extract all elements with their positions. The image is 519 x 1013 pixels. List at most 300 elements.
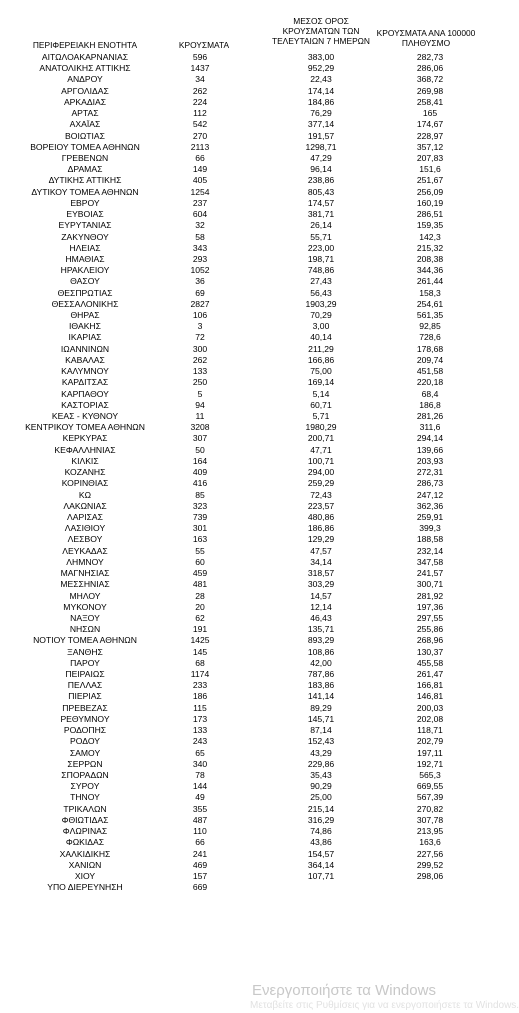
cell-per-100k: 227,56 bbox=[416, 848, 444, 859]
cell-cases: 243 bbox=[192, 736, 208, 747]
cell-7day-average: 46,43 bbox=[310, 612, 332, 623]
table-row bbox=[0, 97, 489, 108]
cell-7day-average: 215,14 bbox=[307, 803, 335, 814]
cell-cases: 409 bbox=[192, 467, 208, 478]
cell-cases: 69 bbox=[195, 287, 205, 298]
cell-7day-average: 893,29 bbox=[307, 635, 335, 646]
cell-cases: 355 bbox=[192, 803, 208, 814]
cell-cases: 233 bbox=[192, 680, 208, 691]
cell-7day-average: 129,29 bbox=[307, 534, 335, 545]
cell-7day-average: 47,71 bbox=[310, 444, 332, 455]
cell-per-100k: 269,98 bbox=[416, 85, 444, 96]
cell-7day-average: 5,71 bbox=[312, 411, 330, 421]
cell-per-100k: 200,03 bbox=[416, 702, 444, 713]
cell-cases: 1254 bbox=[190, 186, 210, 197]
cell-cases: 1052 bbox=[190, 265, 210, 276]
table-row bbox=[0, 445, 489, 456]
cell-cases: 58 bbox=[195, 231, 205, 242]
cell-per-100k: 669,55 bbox=[416, 781, 444, 792]
cell-7day-average: 198,71 bbox=[307, 253, 335, 264]
cell-per-100k: 247,12 bbox=[416, 489, 444, 500]
cell-7day-average: 3,00 bbox=[312, 321, 330, 332]
cell-7day-average: 259,29 bbox=[307, 478, 335, 489]
cell-per-100k: 160,19 bbox=[416, 197, 444, 208]
table-row bbox=[0, 792, 489, 803]
cell-region: ΝΗΣΩΝ bbox=[69, 624, 101, 635]
cell-7day-average: 26,14 bbox=[310, 220, 332, 231]
cell-cases: 112 bbox=[193, 108, 207, 119]
cell-region: ΚΩ bbox=[78, 489, 92, 500]
cell-7day-average: 805,43 bbox=[307, 186, 335, 197]
cell-per-100k: 92,85 bbox=[419, 321, 441, 332]
table-row bbox=[0, 265, 489, 276]
cell-7day-average: 35,43 bbox=[310, 770, 332, 780]
cell-cases: 1174 bbox=[190, 669, 210, 680]
cell-7day-average: 96,14 bbox=[310, 164, 332, 175]
cell-per-100k: 268,96 bbox=[416, 635, 444, 646]
cell-7day-average: 952,29 bbox=[307, 63, 335, 74]
cell-per-100k: 197,11 bbox=[417, 747, 443, 758]
table-row bbox=[0, 882, 489, 893]
cell-region: ΛΑΣΙΘΙΟΥ bbox=[64, 523, 106, 534]
cell-region: ΑΝΑΤΟΛΙΚΗΣ ΑΤΤΙΚΗΣ bbox=[39, 63, 131, 74]
cell-cases: 270 bbox=[192, 130, 208, 141]
cell-per-100k: 451,58 bbox=[416, 366, 444, 377]
cell-region: ΝΑΞΟΥ bbox=[70, 612, 100, 623]
cell-per-100k: 272,31 bbox=[416, 467, 444, 478]
cell-7day-average: 22,43 bbox=[310, 74, 332, 85]
table-row bbox=[0, 422, 489, 433]
cell-cases: 60 bbox=[195, 556, 205, 567]
cell-region: ΧΙΟΥ bbox=[74, 870, 96, 881]
cell-region: ΥΠΟ ΔΙΕΡΕΥΝΗΣΗ bbox=[47, 882, 123, 893]
cell-per-100k: 232,14 bbox=[416, 545, 444, 556]
cell-7day-average: 43,29 bbox=[310, 747, 332, 758]
table-row bbox=[0, 557, 489, 568]
cell-7day-average: 152,43 bbox=[307, 736, 335, 747]
cell-per-100k: 282,73 bbox=[416, 52, 444, 62]
cell-cases: 542 bbox=[192, 119, 208, 130]
cell-cases: 186 bbox=[192, 691, 208, 702]
cell-cases: 62 bbox=[195, 612, 205, 623]
cell-per-100k: 286,06 bbox=[416, 63, 444, 74]
cell-region: ΑΡΤΑΣ bbox=[71, 108, 99, 119]
cell-region: ΧΑΛΚΙΔΙΚΗΣ bbox=[59, 848, 111, 859]
cell-per-100k: 203,93 bbox=[416, 455, 444, 466]
cell-7day-average: 316,29 bbox=[307, 814, 335, 825]
cell-cases: 149 bbox=[192, 164, 208, 175]
cell-7day-average: 76,29 bbox=[310, 108, 332, 119]
cell-region: ΙΚΑΡΙΑΣ bbox=[68, 332, 102, 343]
table-row bbox=[0, 198, 489, 209]
table-row bbox=[0, 490, 489, 501]
cell-cases: 34 bbox=[195, 74, 205, 85]
cell-7day-average: 107,71 bbox=[307, 870, 335, 881]
cell-region: ΜΗΛΟΥ bbox=[69, 590, 101, 601]
cell-cases: 459 bbox=[192, 568, 208, 579]
cell-region: ΦΛΩΡΙΝΑΣ bbox=[62, 826, 108, 837]
cell-per-100k: 188,58 bbox=[416, 534, 444, 545]
cell-7day-average: 169,14 bbox=[307, 377, 335, 388]
cell-per-100k: 362,36 bbox=[416, 500, 444, 511]
cell-region: ΡΟΔΟΥ bbox=[70, 736, 100, 747]
cell-region: ΞΑΝΘΗΣ bbox=[67, 646, 103, 657]
cell-per-100k: 261,47 bbox=[416, 669, 444, 680]
cell-region: ΦΘΙΩΤΙΔΑΣ bbox=[61, 814, 109, 825]
cell-per-100k: 565,3 bbox=[419, 770, 441, 780]
table-row bbox=[0, 871, 489, 882]
table-row bbox=[0, 501, 489, 512]
cell-cases: 5 bbox=[197, 388, 203, 399]
cell-region: ΛΕΣΒΟΥ bbox=[67, 534, 103, 545]
table-row bbox=[0, 355, 489, 366]
cell-region: ΑΙΤΩΛΟΑΚΑΡΝΑΝΙΑΣ bbox=[41, 52, 129, 62]
cell-7day-average: 74,86 bbox=[310, 826, 332, 837]
cell-region: ΣΕΡΡΩΝ bbox=[67, 758, 103, 769]
cell-region: ΑΡΓΟΛΙΔΑΣ bbox=[61, 85, 109, 96]
table-row bbox=[0, 411, 489, 422]
cell-per-100k: 286,73 bbox=[416, 478, 444, 489]
table-row bbox=[0, 579, 489, 590]
cell-7day-average: 1903,29 bbox=[305, 298, 337, 309]
cell-cases: 68 bbox=[195, 657, 205, 668]
cell-cases: 66 bbox=[195, 837, 205, 848]
cell-region: ΔΥΤΙΚΟΥ ΤΟΜΕΑ ΑΘΗΝΩΝ bbox=[31, 186, 139, 197]
cell-7day-average: 186,86 bbox=[307, 523, 335, 534]
table-row bbox=[0, 310, 489, 321]
cell-7day-average: 381,71 bbox=[307, 209, 335, 220]
cell-per-100k: 281,26 bbox=[416, 411, 444, 421]
cell-cases: 323 bbox=[192, 500, 208, 511]
cell-7day-average: 183,86 bbox=[307, 680, 335, 691]
table-row bbox=[0, 86, 489, 97]
cell-per-100k: 241,57 bbox=[416, 568, 444, 579]
cell-7day-average: 40,14 bbox=[310, 332, 332, 343]
cell-cases: 28 bbox=[195, 590, 205, 601]
cell-region: ΝΟΤΙΟΥ ΤΟΜΕΑ ΑΘΗΝΩΝ bbox=[33, 635, 137, 646]
table-row bbox=[0, 366, 489, 377]
cell-7day-average: 56,43 bbox=[310, 287, 332, 298]
cell-region: ΗΜΑΘΙΑΣ bbox=[65, 253, 105, 264]
cell-region: ΚΙΛΚΙΣ bbox=[71, 455, 99, 466]
cell-region: ΙΩΑΝΝΙΝΩΝ bbox=[60, 343, 110, 354]
cell-region: ΚΑΣΤΟΡΙΑΣ bbox=[61, 399, 109, 410]
table-row bbox=[0, 433, 489, 444]
cell-cases: 224 bbox=[192, 96, 208, 107]
table-row bbox=[0, 344, 489, 355]
cell-per-100k: 207,83 bbox=[416, 152, 444, 163]
table-row bbox=[0, 714, 489, 725]
cell-region: ΗΛΕΙΑΣ bbox=[69, 242, 101, 253]
cell-cases: 481 bbox=[192, 579, 208, 590]
table-row bbox=[0, 759, 489, 770]
cell-cases: 144 bbox=[192, 781, 208, 792]
table-row bbox=[0, 523, 489, 534]
cell-cases: 11 bbox=[195, 411, 205, 421]
table-row bbox=[0, 389, 489, 400]
cell-cases: 262 bbox=[192, 85, 208, 96]
table-row bbox=[0, 232, 489, 243]
table-row bbox=[0, 276, 489, 287]
table-row bbox=[0, 770, 489, 781]
cell-7day-average: 89,29 bbox=[310, 702, 332, 713]
cell-per-100k: 146,81 bbox=[416, 691, 444, 702]
cell-cases: 1437 bbox=[190, 63, 210, 74]
cell-cases: 163 bbox=[192, 534, 208, 545]
table-row bbox=[0, 321, 489, 332]
cell-cases: 110 bbox=[193, 826, 207, 837]
cell-cases: 133 bbox=[192, 725, 208, 736]
cell-cases: 739 bbox=[192, 511, 208, 522]
cell-per-100k: 256,09 bbox=[416, 186, 444, 197]
cell-7day-average: 383,00 bbox=[307, 52, 335, 62]
cell-7day-average: 184,86 bbox=[307, 96, 335, 107]
cell-region: ΚΕΡΚΥΡΑΣ bbox=[62, 433, 108, 444]
windows-activation-watermark: Ενεργοποιήστε τα Windows bbox=[252, 982, 436, 999]
cell-7day-average: 377,14 bbox=[307, 119, 335, 130]
table-row bbox=[0, 815, 489, 826]
cell-7day-average: 211,29 bbox=[308, 343, 334, 354]
cell-7day-average: 34,14 bbox=[310, 556, 332, 567]
cell-7day-average: 108,86 bbox=[307, 646, 335, 657]
table-row bbox=[0, 635, 489, 646]
table-row bbox=[0, 568, 489, 579]
cell-region: ΗΡΑΚΛΕΙΟΥ bbox=[60, 265, 110, 276]
cell-per-100k: 158,3 bbox=[419, 287, 441, 298]
cell-region: ΑΧΑΪΑΣ bbox=[69, 119, 101, 130]
cell-region: ΡΟΔΟΠΗΣ bbox=[63, 725, 107, 736]
cell-per-100k: 261,44 bbox=[416, 276, 444, 287]
cell-cases: 94 bbox=[195, 399, 205, 410]
windows-activation-subtext: Μεταβείτε στις Ρυθμίσεις για να ενεργοποιήσετε τα Windows. bbox=[250, 1000, 519, 1011]
table-row bbox=[0, 860, 489, 871]
cell-per-100k: 255,86 bbox=[416, 624, 444, 635]
cell-7day-average: 42,00 bbox=[310, 657, 332, 668]
cell-cases: 241 bbox=[192, 848, 208, 859]
cell-7day-average: 12,14 bbox=[310, 601, 332, 612]
table-row bbox=[0, 804, 489, 815]
table-row bbox=[0, 591, 489, 602]
cell-cases: 164 bbox=[192, 455, 208, 466]
cell-region: ΜΥΚΟΝΟΥ bbox=[63, 601, 107, 612]
cell-region: ΚΟΖΑΝΗΣ bbox=[64, 467, 106, 478]
cell-cases: 237 bbox=[192, 197, 208, 208]
cell-region: ΑΡΚΑΔΙΑΣ bbox=[63, 96, 107, 107]
table-row bbox=[0, 849, 489, 860]
table-row bbox=[0, 546, 489, 557]
table-row bbox=[0, 254, 489, 265]
cell-region: ΕΒΡΟΥ bbox=[70, 197, 100, 208]
cell-cases: 469 bbox=[192, 859, 208, 870]
cell-7day-average: 174,57 bbox=[307, 197, 335, 208]
cell-per-100k: 259,91 bbox=[416, 511, 444, 522]
table-row bbox=[0, 658, 489, 669]
cell-cases: 604 bbox=[192, 209, 208, 220]
cell-region: ΠΙΕΡΙΑΣ bbox=[68, 691, 102, 702]
cell-cases: 301 bbox=[192, 523, 208, 534]
cell-cases: 65 bbox=[195, 747, 205, 758]
cell-cases: 343 bbox=[192, 242, 208, 253]
cell-per-100k: 192,71 bbox=[416, 758, 444, 769]
table-row bbox=[0, 119, 489, 130]
cell-region: ΛΑΡΙΣΑΣ bbox=[67, 511, 103, 522]
cell-per-100k: 251,67 bbox=[416, 175, 444, 186]
table-row bbox=[0, 534, 489, 545]
cell-per-100k: 159,35 bbox=[416, 220, 444, 231]
table-row bbox=[0, 332, 489, 343]
cell-per-100k: 186,8 bbox=[419, 399, 441, 410]
cell-region: ΜΑΓΝΗΣΙΑΣ bbox=[60, 568, 110, 579]
cell-per-100k: 368,72 bbox=[416, 74, 444, 85]
table-row bbox=[0, 108, 489, 119]
cell-7day-average: 47,29 bbox=[310, 152, 332, 163]
table-row bbox=[0, 512, 489, 523]
cell-region: ΘΑΣΟΥ bbox=[70, 276, 100, 287]
cell-cases: 669 bbox=[192, 882, 208, 893]
table-row bbox=[0, 142, 489, 153]
cell-7day-average: 75,00 bbox=[310, 366, 332, 377]
cell-7day-average: 294,00 bbox=[307, 467, 335, 478]
cell-per-100k: 165 bbox=[422, 108, 438, 119]
table-row bbox=[0, 725, 489, 736]
cell-region: ΘΕΣΣΑΛΟΝΙΚΗΣ bbox=[51, 298, 119, 309]
cell-cases: 307 bbox=[192, 433, 208, 444]
cell-cases: 133 bbox=[192, 366, 208, 377]
cell-per-100k: 347,58 bbox=[416, 556, 444, 567]
cell-per-100k: 202,79 bbox=[416, 736, 444, 747]
cell-per-100k: 215,32 bbox=[416, 242, 444, 253]
cell-region: ΠΡΕΒΕΖΑΣ bbox=[62, 702, 108, 713]
cell-per-100k: 297,55 bbox=[416, 612, 444, 623]
cell-7day-average: 27,43 bbox=[310, 276, 332, 287]
cell-region: ΚΕΝΤΡΙΚΟΥ ΤΟΜΕΑ ΑΘΗΝΩΝ bbox=[25, 422, 145, 433]
cell-cases: 78 bbox=[195, 770, 205, 780]
cell-7day-average: 5,14 bbox=[312, 388, 330, 399]
table-row bbox=[0, 187, 489, 198]
cell-region: ΒΟΙΩΤΙΑΣ bbox=[65, 130, 105, 141]
cell-per-100k: 68,4 bbox=[421, 388, 439, 399]
cell-7day-average: 480,86 bbox=[307, 511, 335, 522]
table-row bbox=[0, 669, 489, 680]
table-row bbox=[0, 467, 489, 478]
table-row bbox=[0, 613, 489, 624]
table-row bbox=[0, 680, 489, 691]
cell-7day-average: 87,14 bbox=[310, 725, 332, 736]
cell-region: ΒΟΡΕΙΟΥ ΤΟΜΕΑ ΑΘΗΝΩΝ bbox=[30, 141, 140, 152]
cell-per-100k: 209,74 bbox=[416, 354, 444, 365]
header-region: ΠΕΡΙΦΕΡΕΙΑΚΗ ΕΝΟΤΗΤΑ bbox=[32, 40, 138, 50]
cell-per-100k: 202,08 bbox=[416, 713, 444, 724]
cell-7day-average: 100,71 bbox=[307, 455, 335, 466]
table-row bbox=[0, 299, 489, 310]
cell-per-100k: 270,82 bbox=[416, 803, 444, 814]
cell-region: ΙΘΑΚΗΣ bbox=[69, 321, 101, 332]
cell-cases: 32 bbox=[195, 220, 205, 231]
cell-region: ΧΑΝΙΩΝ bbox=[68, 859, 102, 870]
cell-region: ΕΥΡΥΤΑΝΙΑΣ bbox=[58, 220, 112, 231]
cell-7day-average: 43,86 bbox=[310, 837, 332, 848]
cell-region: ΚΑΒΑΛΑΣ bbox=[65, 354, 105, 365]
cell-cases: 3 bbox=[197, 321, 203, 332]
cell-cases: 50 bbox=[195, 444, 205, 455]
cell-7day-average: 14,57 bbox=[310, 590, 332, 601]
cell-region: ΣΠΟΡΑΔΩΝ bbox=[61, 770, 109, 780]
cell-region: ΣΑΜΟΥ bbox=[69, 747, 101, 758]
cell-region: ΠΕΙΡΑΙΩΣ bbox=[65, 669, 105, 680]
cell-region: ΤΗΝΟΥ bbox=[70, 792, 100, 803]
cell-7day-average: 141,14 bbox=[307, 691, 335, 702]
cell-cases: 106 bbox=[192, 310, 208, 321]
cell-per-100k: 258,41 bbox=[416, 96, 444, 107]
cell-per-100k: 178,68 bbox=[416, 343, 444, 354]
cell-per-100k: 344,36 bbox=[416, 265, 444, 276]
cell-cases: 3208 bbox=[190, 422, 210, 433]
header-cases: ΚΡΟΥΣΜΑΤΑ bbox=[178, 40, 230, 50]
cell-cases: 2113 bbox=[190, 141, 210, 152]
cell-7day-average: 55,71 bbox=[310, 231, 332, 242]
cell-7day-average: 229,86 bbox=[307, 758, 335, 769]
cell-7day-average: 135,71 bbox=[307, 624, 335, 635]
table-row bbox=[0, 153, 489, 164]
cell-per-100k: 286,51 bbox=[416, 209, 444, 220]
cell-region: ΠΑΡΟΥ bbox=[70, 657, 100, 668]
cell-7day-average: 90,29 bbox=[310, 781, 332, 792]
table-row bbox=[0, 243, 489, 254]
cell-cases: 416 bbox=[192, 478, 208, 489]
cell-cases: 262 bbox=[192, 354, 208, 365]
cell-cases: 596 bbox=[192, 52, 208, 62]
cell-region: ΡΕΘΥΜΝΟΥ bbox=[60, 713, 110, 724]
cell-per-100k: 151,6 bbox=[419, 164, 441, 175]
table-row bbox=[0, 703, 489, 714]
cell-region: ΔΡΑΜΑΣ bbox=[67, 164, 103, 175]
table-row bbox=[0, 781, 489, 792]
cell-region: ΚΑΡΠΑΘΟΥ bbox=[61, 388, 109, 399]
table-row bbox=[0, 377, 489, 388]
table-row bbox=[0, 209, 489, 220]
cell-7day-average: 200,71 bbox=[307, 433, 335, 444]
cell-per-100k: 567,39 bbox=[416, 792, 444, 803]
cell-region: ΘΗΡΑΣ bbox=[70, 310, 100, 321]
cell-cases: 293 bbox=[192, 253, 208, 264]
cell-region: ΚΑΡΔΙΤΣΑΣ bbox=[61, 377, 109, 388]
cell-per-100k: 118,71 bbox=[417, 725, 443, 736]
table-row bbox=[0, 624, 489, 635]
cell-7day-average: 1980,29 bbox=[305, 422, 337, 433]
cell-7day-average: 154,57 bbox=[307, 848, 335, 859]
cell-7day-average: 25,00 bbox=[310, 792, 332, 803]
table-row bbox=[0, 748, 489, 759]
cell-7day-average: 223,57 bbox=[307, 500, 335, 511]
cell-cases: 157 bbox=[192, 870, 208, 881]
cell-region: ΑΝΔΡΟΥ bbox=[67, 74, 103, 85]
cell-7day-average: 1298,71 bbox=[305, 141, 337, 152]
cell-region: ΛΑΚΩΝΙΑΣ bbox=[63, 500, 107, 511]
cell-region: ΚΕΦΑΛΛΗΝΙΑΣ bbox=[54, 444, 116, 455]
cell-per-100k: 399,3 bbox=[419, 523, 441, 534]
table-row bbox=[0, 220, 489, 231]
cell-7day-average: 70,29 bbox=[310, 310, 332, 321]
table-body bbox=[0, 52, 489, 893]
cell-cases: 250 bbox=[192, 377, 208, 388]
cell-7day-average: 238,86 bbox=[307, 175, 335, 186]
table-row bbox=[0, 691, 489, 702]
cell-7day-average: 166,86 bbox=[307, 354, 335, 365]
cell-per-100k: 281,92 bbox=[416, 590, 444, 601]
cell-cases: 55 bbox=[195, 545, 205, 556]
cell-region: ΕΥΒΟΙΑΣ bbox=[66, 209, 104, 220]
cell-region: ΤΡΙΚΑΛΩΝ bbox=[63, 803, 107, 814]
